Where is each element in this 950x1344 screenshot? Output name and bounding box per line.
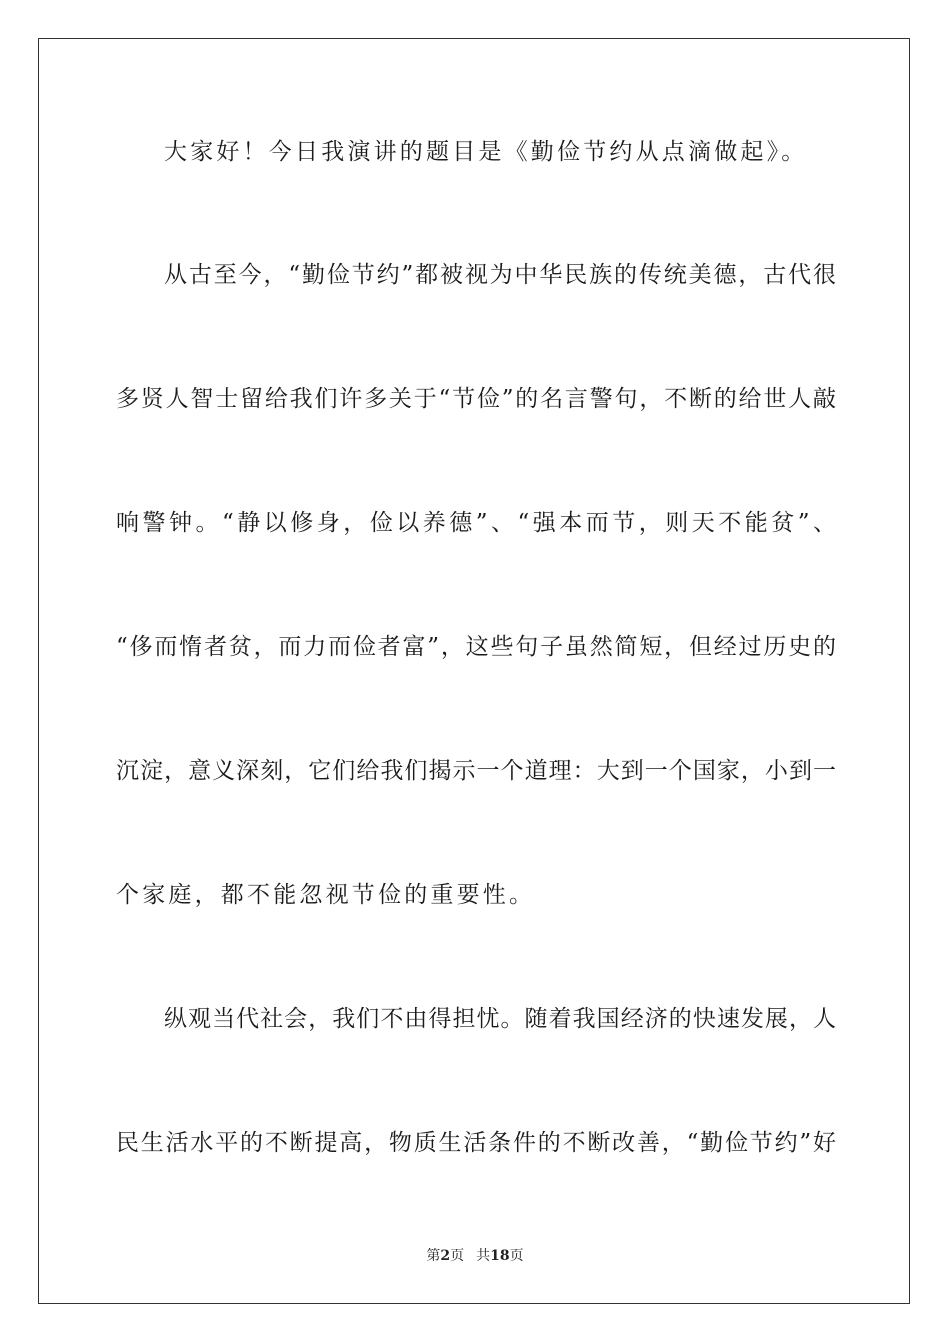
page-number: 2 [440,1248,451,1264]
page-label-suffix: 页 [450,1248,465,1264]
text-line: 纵观当代社会，我们不由得担忧。随着我国经济的快速发展，人 [164,1006,836,1032]
total-label-suffix: 页 [509,1248,524,1264]
total-label-prefix: 共 [476,1248,491,1264]
text-line: 大家好！今日我演讲的题目是《勤俭节约从点滴做起》。 [164,139,808,165]
text-line: 响警钟。“静以修身，俭以养德”、“强本而节，则天不能贫”、 [116,510,836,536]
page-footer [0,1246,950,1266]
total-pages: 18 [490,1248,510,1264]
text-line: 多贤人智士留给我们许多关于“节俭”的名言警句，不断的给世人敲 [116,386,836,412]
text-line: 沉淀，意义深刻，它们给我们揭示一个道理：大到一个国家，小到一 [116,758,836,784]
page-frame [38,38,910,1304]
text-line: 个家庭，都不能忽视节俭的重要性。 [116,882,536,908]
text-line: “侈而惰者贫，而力而俭者富”，这些句子虽然简短，但经过历史的 [116,634,836,660]
text-line: 从古至今，“勤俭节约”都被视为中华民族的传统美德，古代很 [164,262,836,288]
page-label-prefix: 第 [426,1248,441,1264]
text-line: 民生活水平的不断提高，物质生活条件的不断改善，“勤俭节约”好 [116,1130,836,1156]
